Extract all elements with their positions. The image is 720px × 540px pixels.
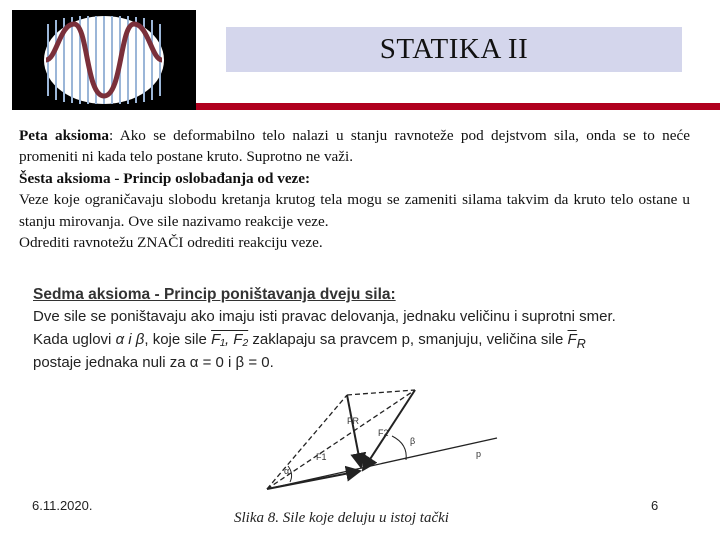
force-fr-arrow: [347, 395, 361, 467]
accent-bar: [196, 103, 720, 110]
peta-aksioma-text: : Ako se deformabilno telo nalazi u stanju ravnoteže pod dejstvom sila, onda se to neće promeniti ni kada telo postane kruto. Suprotno ne važi.: [19, 127, 690, 166]
line2-angles: α i β: [115, 331, 145, 348]
footer-date: 6.11.2020.: [32, 498, 93, 513]
figure-line-3: postaje jednaka nuli za α = 0 i β = 0.: [33, 354, 274, 371]
line2-a: Kada uglovi: [33, 331, 116, 348]
angle-beta-arc: [392, 436, 406, 460]
paragraph-ravnoteza: Odrediti ravnotežu ZNAČI odrediti reakciju veze.: [19, 234, 323, 252]
label-alpha: α: [284, 466, 290, 476]
logo-sine-wave: [12, 10, 196, 110]
line2-fr-sub: R: [576, 337, 586, 351]
label-f1: F1: [316, 452, 327, 462]
figure-line-1: Dve sile se poništavaju ako imaju isti pravac delovanja, jednaku veličinu i suprotni smer.: [33, 308, 616, 325]
figure-heading: Sedma aksioma - Princip poništavanja dvеju sila:: [33, 286, 396, 303]
oscilloscope-logo-icon: [12, 10, 196, 110]
force-diagram: [22, 284, 702, 540]
label-fr: FR: [347, 416, 359, 426]
line2-e: zaklapaju sa pravcem p, smanjuju, veličina sile: [248, 331, 568, 348]
peta-aksioma-label: Peta aksioma: [19, 127, 110, 144]
figure-caption: Slika 8. Sile koje deluju u istoj tački: [234, 510, 449, 526]
page-number: 6: [651, 498, 659, 513]
label-beta: β: [410, 436, 416, 446]
scanned-figure: [22, 284, 702, 540]
dashed-line-2: [347, 390, 415, 395]
label-f2: F2: [378, 428, 389, 438]
title-banner: [226, 27, 682, 72]
paragraph-peta-aksioma: [19, 125, 690, 168]
line2-c: , koje sile: [144, 331, 212, 348]
paragraph-veze: Veze koje ograničavaju slobodu kretanja krutog tela mogu se zameniti silama takvim da kruto telo ostane u stanju mirovanja. Ove sile nazivamo reakcije veze.: [19, 191, 690, 230]
line2-forces: F₁, F₂: [211, 331, 249, 348]
label-p: p: [476, 449, 482, 459]
page-title: STATIKA II: [379, 33, 529, 65]
body-text: [19, 125, 690, 253]
line2-fr: $\overline{F}$: [567, 331, 577, 348]
paragraph-sesta-aksioma: Šesta aksioma - Princip oslobađanja od veze:: [19, 169, 311, 187]
